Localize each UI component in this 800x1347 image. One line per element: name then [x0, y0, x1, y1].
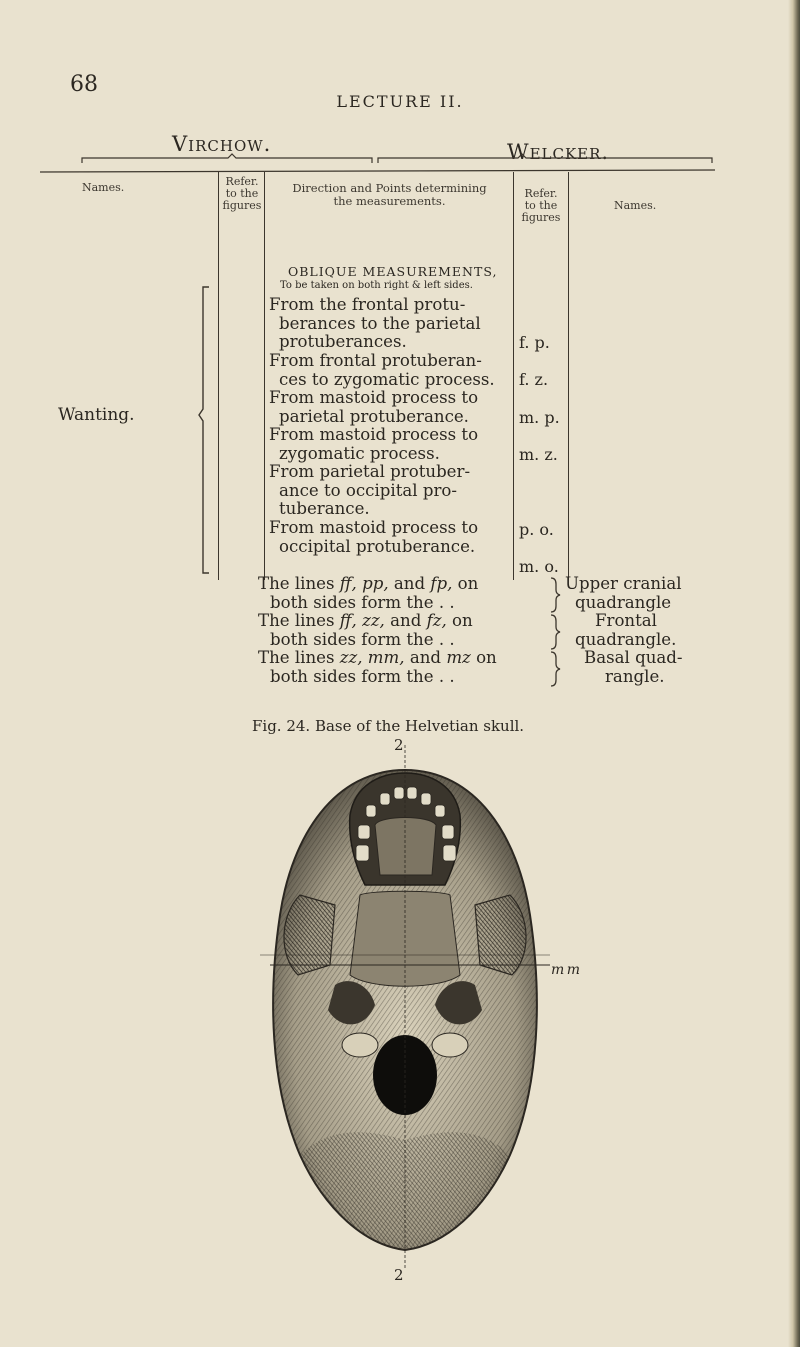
ref-po: p. o. [519, 520, 554, 539]
header-braces [0, 0, 800, 200]
measurement-row-1: From the frontal protu- berances to the parietal protuberances. [269, 295, 481, 352]
column-rule-1 [218, 172, 219, 580]
quadrangle-upper: The lines ff, pp, and fp, on both sides form the . . [258, 574, 479, 612]
name-upper-cranial: Upper cranial quadrangle [565, 574, 682, 612]
wanting-label: Wanting. [58, 405, 135, 425]
section-subtitle: To be taken on both right & left sides. [280, 280, 473, 291]
header-names-left: Names. [82, 181, 125, 194]
section-title: OBLIQUE MEASUREMENTS, [288, 264, 498, 279]
figure-label-top: 2 [394, 736, 404, 754]
page-number: 68 [70, 72, 98, 97]
header-names-right: Names. [614, 199, 657, 212]
header-direction: Direction and Points determining the measurements. [292, 181, 487, 208]
measurement-row-5: From parietal protuber- ance to occipital pro- tuberance. [269, 462, 471, 519]
page-edge [788, 0, 800, 1347]
column-rule-3 [513, 172, 514, 580]
ref-mp: m. p. [519, 408, 560, 427]
figure-label-mm: m m [551, 962, 580, 978]
header-refer-right: Refer. to the figures [521, 187, 561, 224]
skull-base-illustration [240, 745, 570, 1270]
quadrangle-basal: The lines zz, mm, and mz on both sides form the . . [258, 648, 497, 686]
column-rule-2 [264, 172, 265, 580]
author-welcker: Welcker. [507, 140, 610, 164]
quadrangle-braces [548, 576, 564, 688]
name-frontal: Frontal quadrangle. [575, 611, 677, 649]
measurement-row-6: From mastoid process to occipital protuberance. [269, 518, 479, 556]
measurement-row-4: From mastoid process to zygomatic process. [269, 425, 479, 463]
quadrangle-frontal: The lines ff, zz, and fz, on both sides form the . . [258, 611, 473, 649]
running-head: LECTURE II. [336, 92, 464, 111]
measurement-row-3: From mastoid process to parietal protuberance. [269, 388, 479, 426]
ref-fz: f. z. [519, 370, 549, 389]
ref-mz: m. z. [519, 445, 558, 464]
measurement-row-2: From frontal protuberan- ces to zygomatic process. [269, 351, 495, 389]
author-virchow: Virchow. [172, 132, 272, 156]
wanting-bracket [198, 285, 216, 580]
column-rule-4 [568, 172, 569, 580]
header-refer-left: Refer. to the figures [222, 175, 262, 212]
name-basal: Basal quad- rangle. [584, 648, 683, 686]
ref-fp: f. p. [519, 333, 550, 352]
figure-label-bottom: 2 [394, 1266, 404, 1284]
figure-caption: Fig. 24. Base of the Helvetian skull. [252, 717, 525, 735]
ref-mo: m. o. [519, 557, 559, 576]
